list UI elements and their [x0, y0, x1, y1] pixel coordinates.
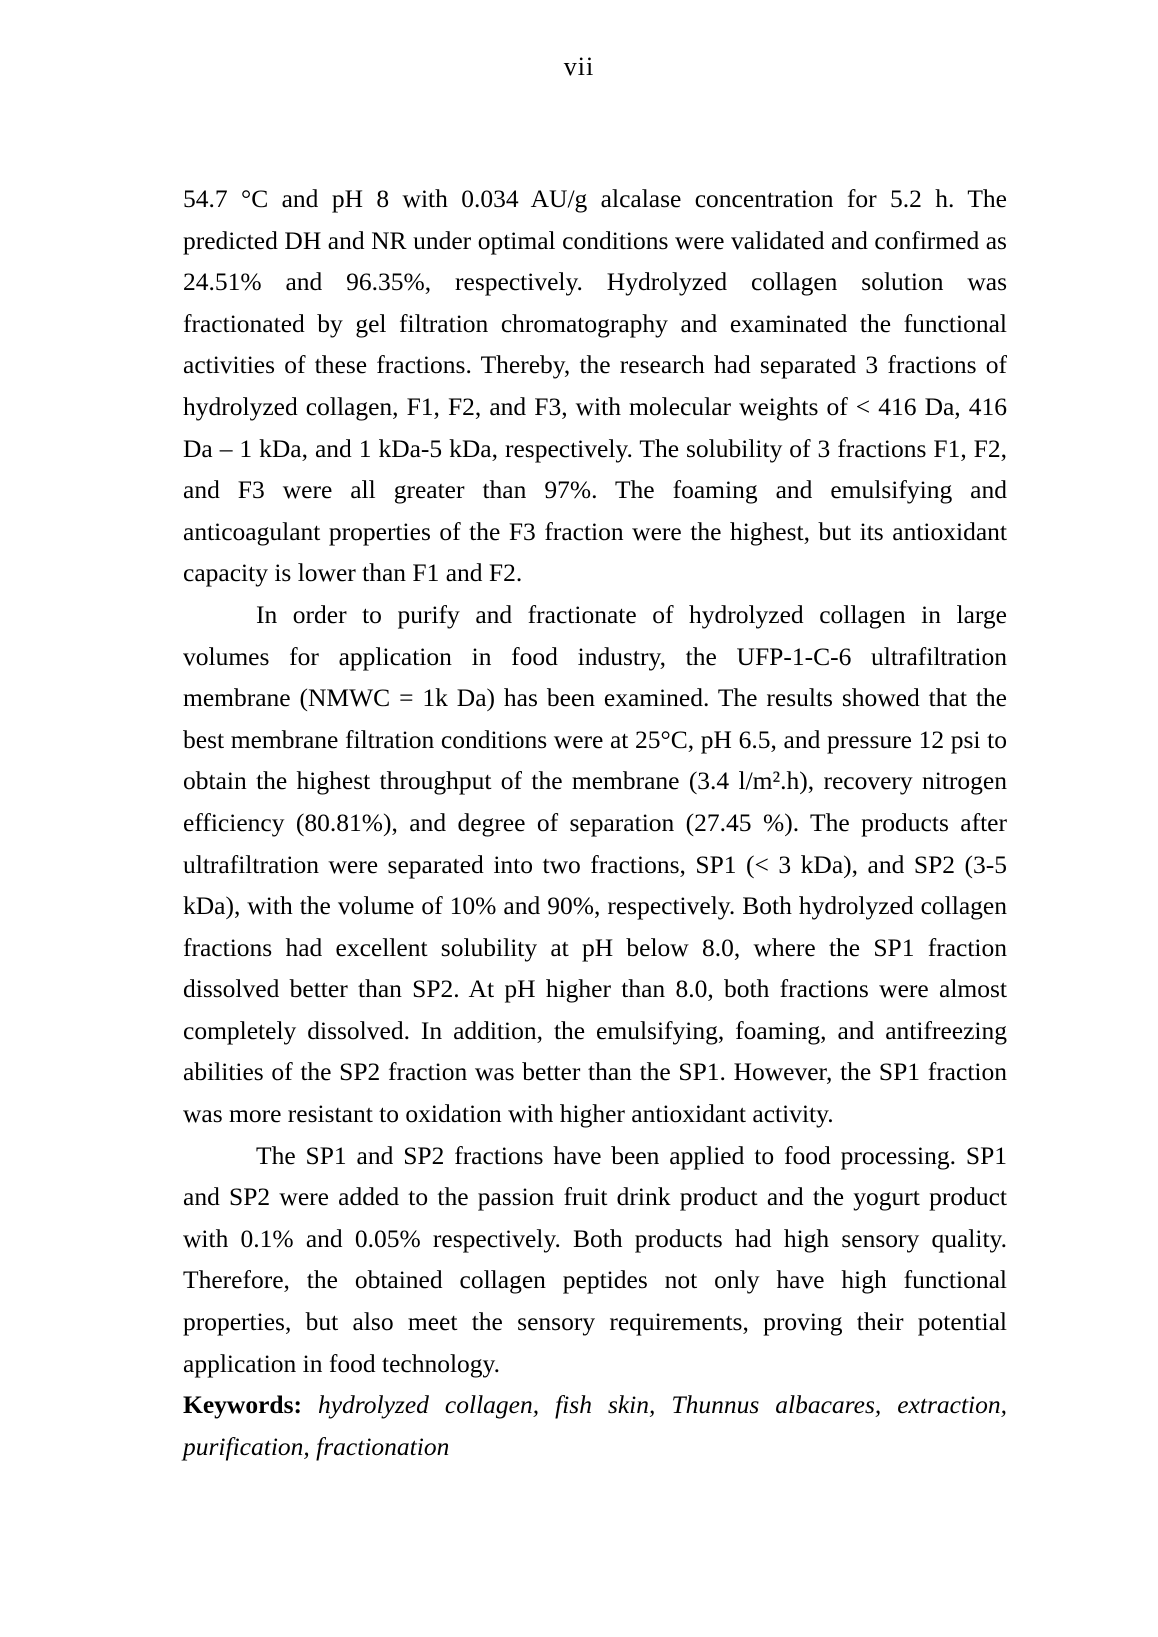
keywords-line	[183, 1384, 1007, 1467]
page-number: vii	[563, 52, 595, 81]
keywords-text: hydrolyzed collagen, fish skin, Thunnus albacares, extraction, purification, fractionation	[183, 1390, 1007, 1461]
abstract-paragraph-1: 54.7 °C and pH 8 with 0.034 AU/g alcalase concentration for 5.2 h. The predicted DH and NR under optimal conditions were validated and confirmed as 24.51% and 96.35%, respectively. Hydrolyzed collagen solution was fractionated by gel filtration chromatography and examinated the functional activities of these fractions. Thereby, the research had separated 3 fractions of hydrolyzed collagen, F1, F2, and F3, with molecular weights of < 416 Da, 416 Da – 1 kDa, and 1 kDa-5 kDa, respectively. The solubility of 3 fractions F1, F2, and F3 were all greater than 97%. The foaming and emulsifying and anticoagulant properties of the F3 fraction were the highest, but its antioxidant capacity is lower than F1 and F2.	[183, 184, 1007, 588]
abstract-paragraph-2: In order to purify and fractionate of hydrolyzed collagen in large volumes for application in food industry, the UFP-1-C-6 ultrafiltration membrane (NMWC = 1k Da) has been examined. The results showed that the best membrane filtration conditions were at 25°C, pH 6.5, and pressure 12 psi to obtain the highest throughput of the membrane (3.4 l/m².h), recovery nitrogen efficiency (80.81%), and degree of separation (27.45 %). The products after ultrafiltration were separated into two fractions, SP1 (< 3 kDa), and SP2 (3-5 kDa), with the volume of 10% and 90%, respectively. Both hydrolyzed collagen fractions had excellent solubility at pH below 8.0, where the SP1 fraction dissolved better than SP2. At pH higher than 8.0, both fractions were almost completely dissolved. In addition, the emulsifying, foaming, and antifreezing abilities of the SP2 fraction was better than the SP1. However, the SP1 fraction was more resistant to oxidation with higher antioxidant activity.	[183, 599, 1007, 1129]
abstract-paragraph-3: The SP1 and SP2 fractions have been applied to food processing. SP1 and SP2 were added to the passion fruit drink product and the yogurt product with 0.1% and 0.05% respectively. Both products had high sensory quality. Therefore, the obtained collagen peptides not only have high functional properties, but also meet the sensory requirements, proving their potential application in food technology.	[183, 1140, 1007, 1378]
keywords-label: Keywords:	[183, 1390, 302, 1420]
abstract-body	[183, 178, 1007, 1467]
